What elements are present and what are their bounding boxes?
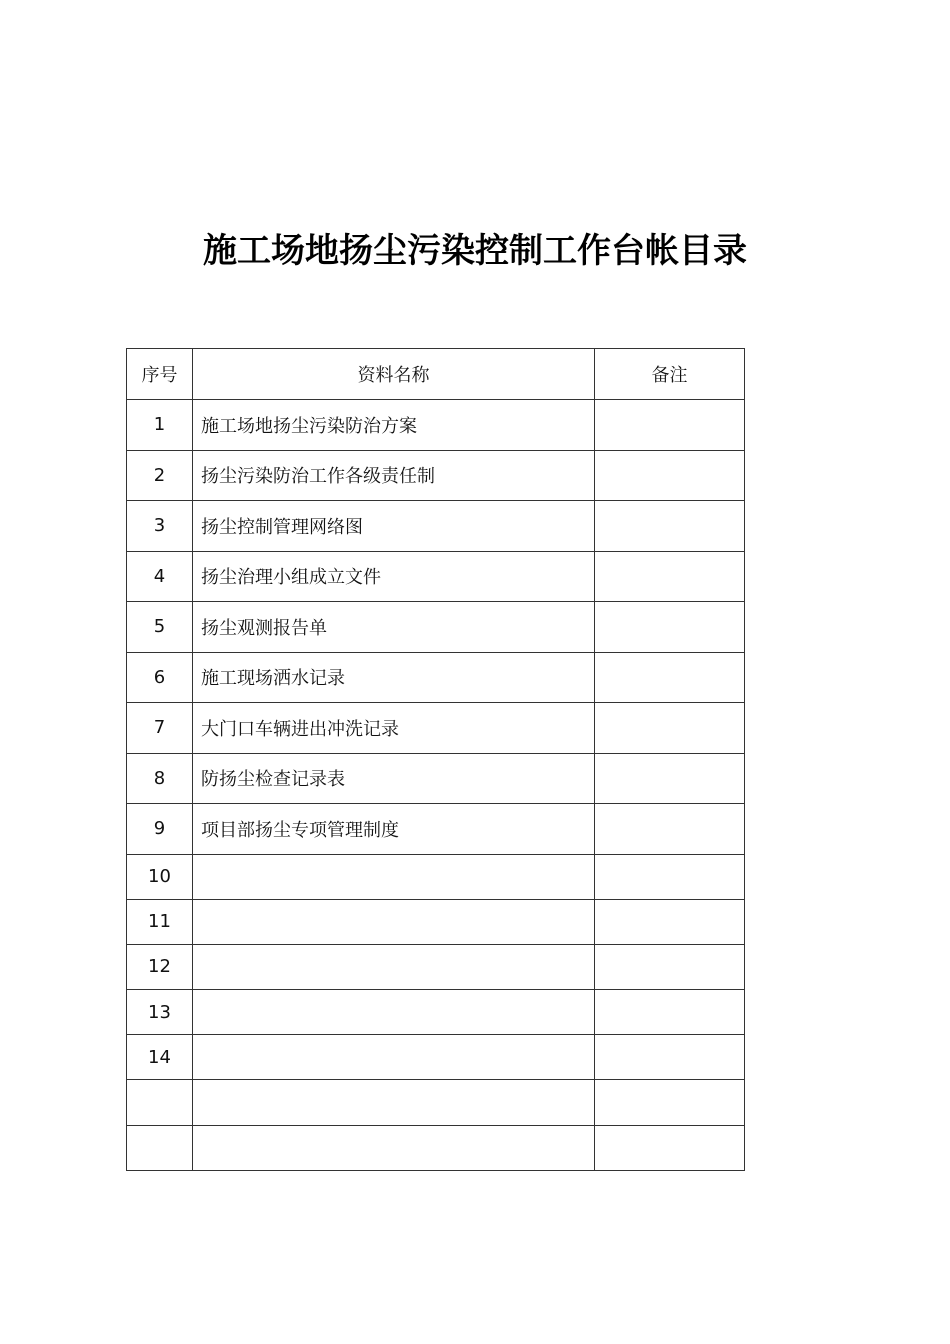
table-row (127, 602, 745, 653)
remarks-cell (595, 944, 745, 989)
remarks-cell (595, 652, 745, 703)
serial-number-cell: 8 (127, 753, 193, 804)
document-name-cell: 扬尘污染防治工作各级责任制 (193, 450, 595, 501)
remarks-cell (595, 990, 745, 1035)
document-name-cell (193, 1035, 595, 1080)
remarks-cell (595, 854, 745, 899)
ledger-index-table (126, 348, 745, 1171)
serial-number-cell: 1 (127, 400, 193, 451)
remarks-cell (595, 899, 745, 944)
table-row (127, 400, 745, 451)
table-row (127, 990, 745, 1035)
document-name-cell: 施工场地扬尘污染防治方案 (193, 400, 595, 451)
table-header-row (127, 349, 745, 400)
remarks-cell (595, 1035, 745, 1080)
document-name-cell (193, 1080, 595, 1125)
serial-number-cell: 5 (127, 602, 193, 653)
serial-number-cell: 9 (127, 804, 193, 855)
document-name-cell: 项目部扬尘专项管理制度 (193, 804, 595, 855)
table-row (127, 551, 745, 602)
serial-number-cell: 10 (127, 854, 193, 899)
header-document-name: 资料名称 (193, 349, 595, 400)
remarks-cell (595, 551, 745, 602)
document-name-cell (193, 854, 595, 899)
remarks-cell (595, 804, 745, 855)
table-row (127, 703, 745, 754)
serial-number-cell: 13 (127, 990, 193, 1035)
document-name-cell: 防扬尘检查记录表 (193, 753, 595, 804)
serial-number-cell: 4 (127, 551, 193, 602)
document-name-cell (193, 1125, 595, 1170)
document-name-cell: 大门口车辆进出冲洗记录 (193, 703, 595, 754)
remarks-cell (595, 753, 745, 804)
header-serial-number: 序号 (127, 349, 193, 400)
header-remarks: 备注 (595, 349, 745, 400)
table-row (127, 854, 745, 899)
table-row (127, 753, 745, 804)
table-row (127, 652, 745, 703)
remarks-cell (595, 1080, 745, 1125)
serial-number-cell: 6 (127, 652, 193, 703)
table-row (127, 501, 745, 552)
remarks-cell (595, 602, 745, 653)
table-row (127, 1080, 745, 1125)
remarks-cell (595, 703, 745, 754)
document-title: 施工场地扬尘污染控制工作台帐目录 (203, 231, 747, 271)
remarks-cell (595, 1125, 745, 1170)
table-row (127, 899, 745, 944)
serial-number-cell: 14 (127, 1035, 193, 1080)
remarks-cell (595, 400, 745, 451)
document-name-cell: 扬尘观测报告单 (193, 602, 595, 653)
document-name-cell: 扬尘治理小组成立文件 (193, 551, 595, 602)
table-row (127, 804, 745, 855)
document-name-cell (193, 944, 595, 989)
serial-number-cell: 2 (127, 450, 193, 501)
document-name-cell (193, 899, 595, 944)
table-row (127, 1125, 745, 1170)
document-name-cell (193, 990, 595, 1035)
serial-number-cell: 12 (127, 944, 193, 989)
serial-number-cell: 3 (127, 501, 193, 552)
serial-number-cell (127, 1080, 193, 1125)
document-name-cell: 扬尘控制管理网络图 (193, 501, 595, 552)
remarks-cell (595, 501, 745, 552)
table-row (127, 1035, 745, 1080)
serial-number-cell: 11 (127, 899, 193, 944)
document-name-cell: 施工现场洒水记录 (193, 652, 595, 703)
table-row (127, 944, 745, 989)
serial-number-cell: 7 (127, 703, 193, 754)
table-row (127, 450, 745, 501)
remarks-cell (595, 450, 745, 501)
serial-number-cell (127, 1125, 193, 1170)
